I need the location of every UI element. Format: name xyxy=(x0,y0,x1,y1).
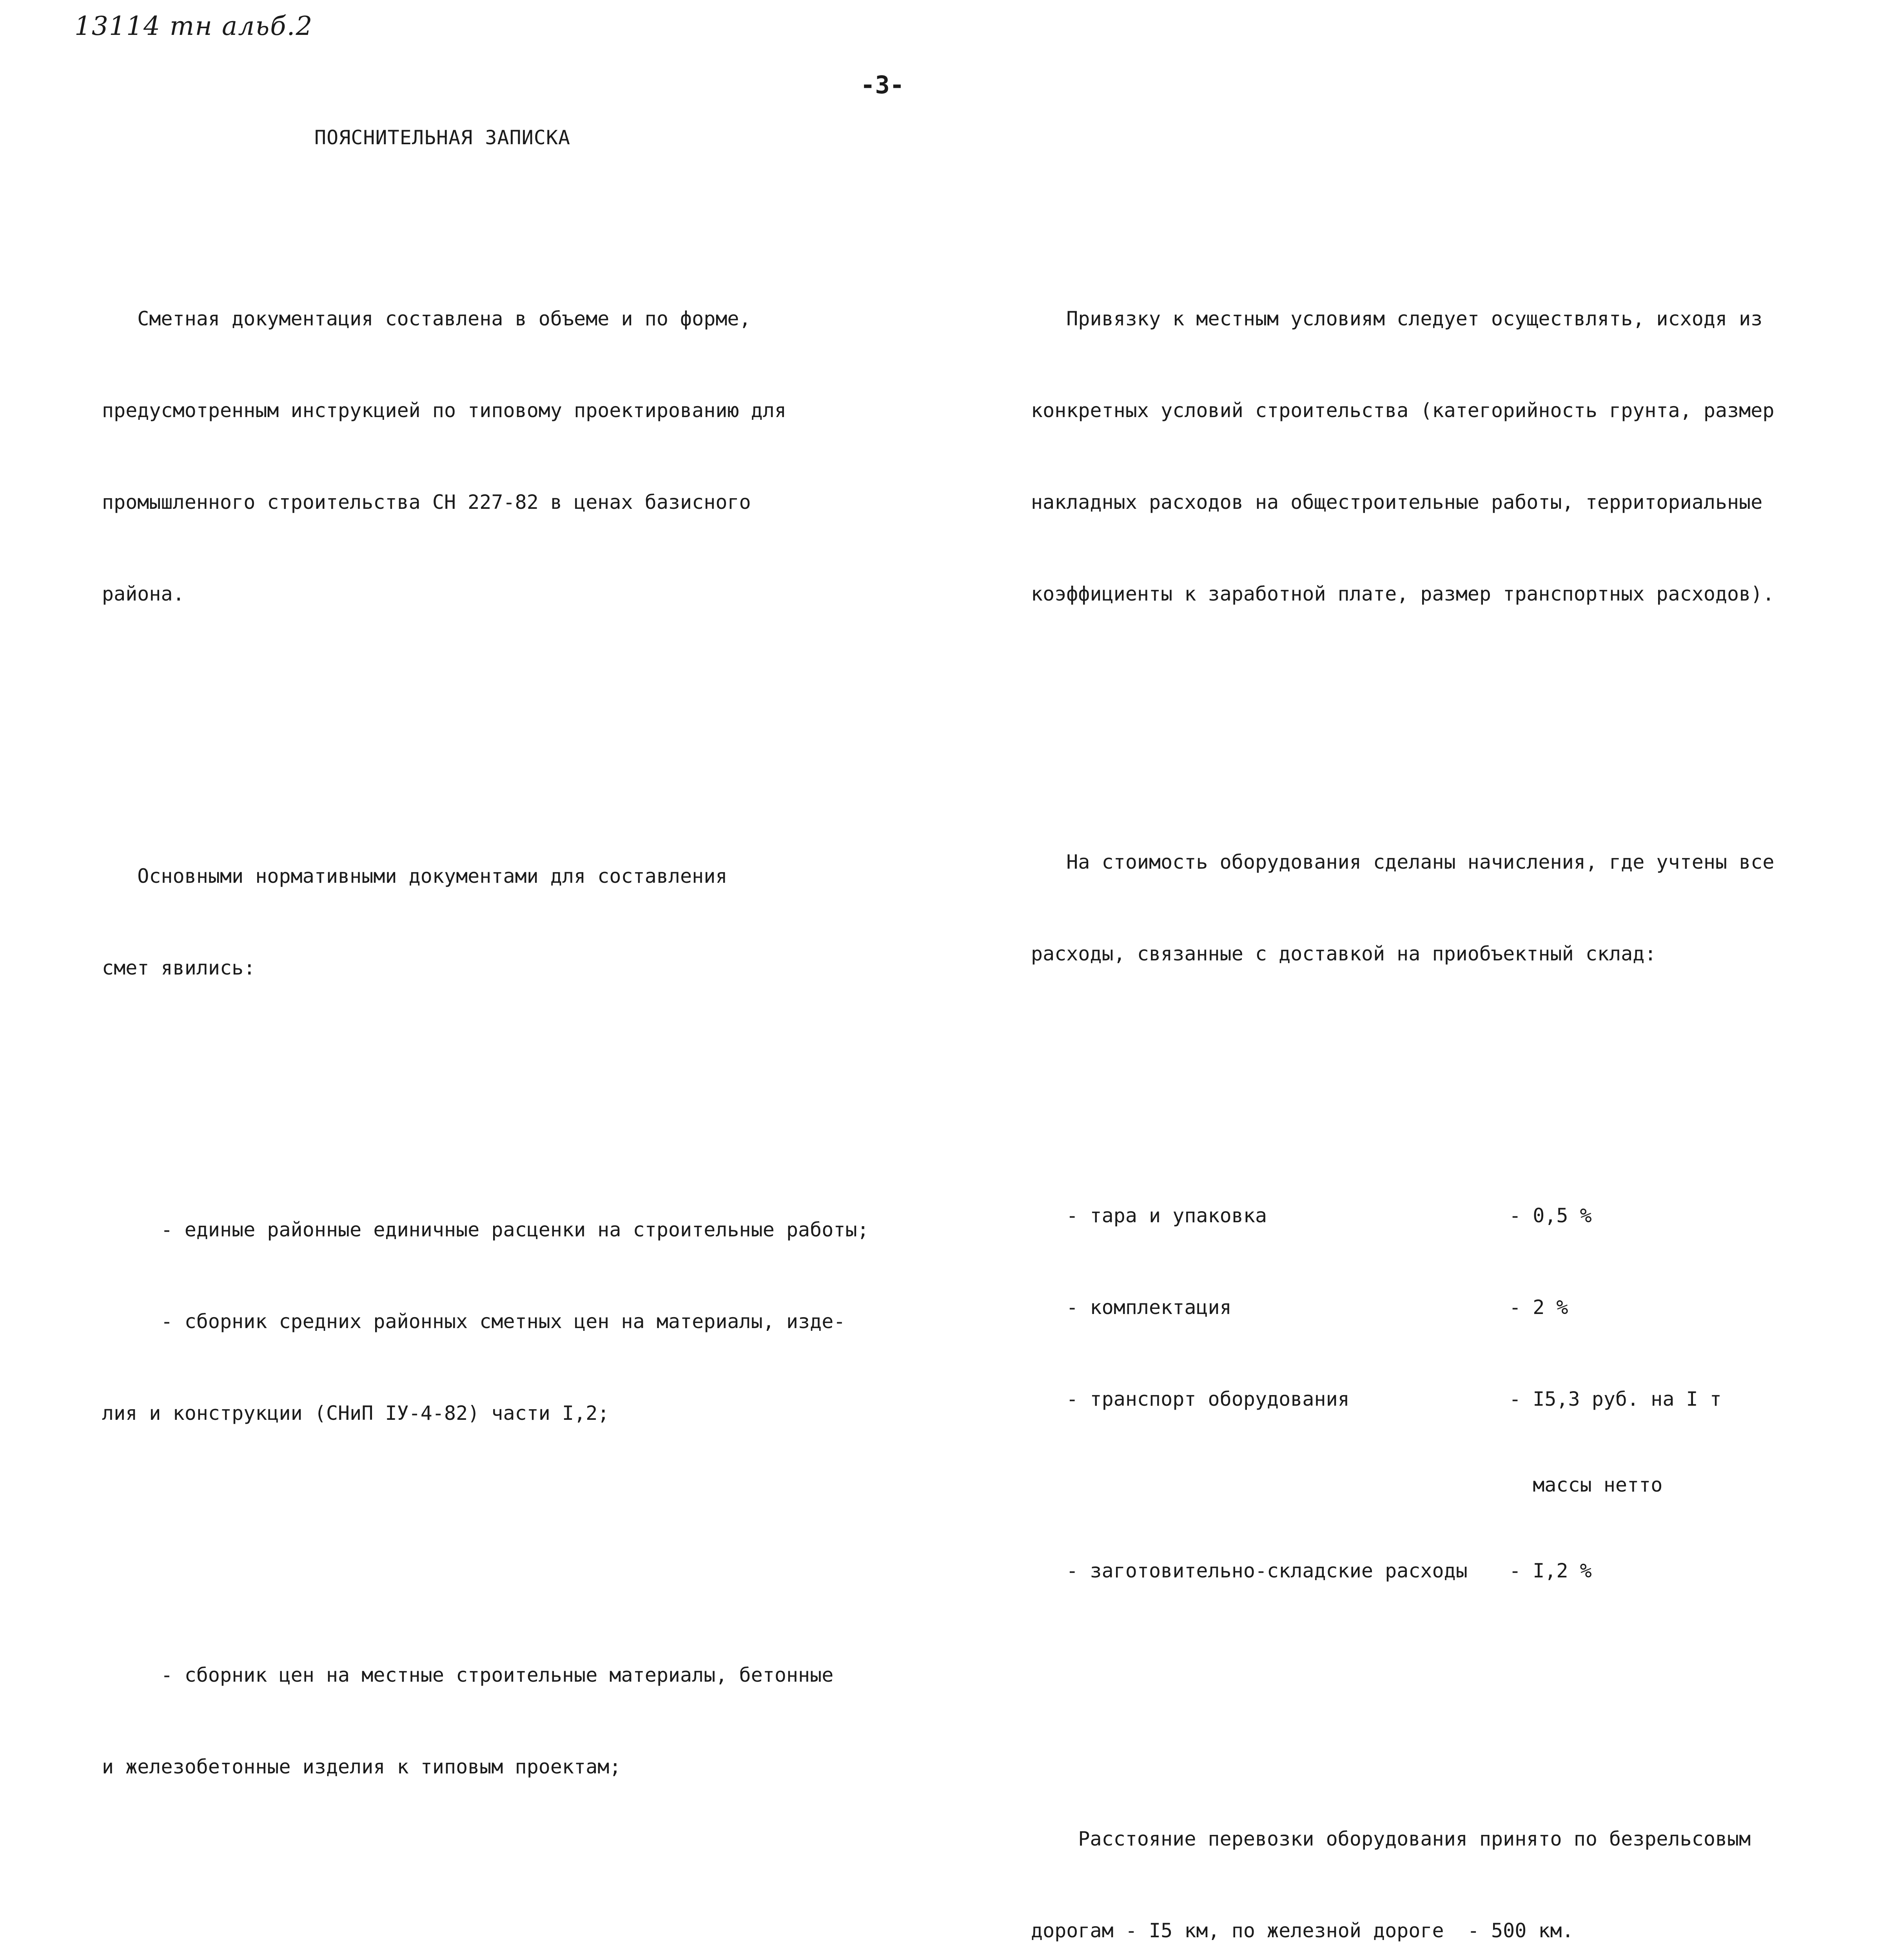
normative-docs-list-b xyxy=(102,1599,869,1843)
distance-paragraph xyxy=(1031,1762,1822,1960)
normative-docs-list-a xyxy=(102,1153,869,1490)
binding-line: конкретных условий строительства (категорийность грунта, размер xyxy=(1031,399,1775,422)
equipment-intro xyxy=(1031,786,1822,1030)
allowance-value: - 2 % xyxy=(1509,1296,1568,1319)
allowance-label: - тара и упаковка xyxy=(1031,1204,1267,1227)
doc-list-line: и железобетонные изделия к типовым проектам; xyxy=(102,1755,621,1778)
right-column xyxy=(1031,181,1822,1960)
distance-line: Расстояние перевозки оборудования принято по безрельсовым xyxy=(1031,1828,1751,1850)
intro-line: промышленного строительства СН 227-82 в ценах базисного xyxy=(102,491,751,514)
allowance-row xyxy=(1031,1555,1822,1586)
doc-list-line: - единые районные единичные расценки на строительные работы; xyxy=(102,1218,869,1241)
allowance-row-continuation xyxy=(1031,1475,1822,1494)
handwritten-code: 13114 тн альб.2 xyxy=(74,11,313,41)
binding-paragraph xyxy=(1031,242,1822,670)
allowance-row xyxy=(1031,1292,1822,1323)
allowance-label: - заготовительно-складские расходы xyxy=(1031,1559,1468,1582)
allowance-row xyxy=(1031,1200,1822,1231)
equipment-intro-line: На стоимость оборудования сделаны начисления, где учтены все xyxy=(1031,851,1775,873)
allowance-value-continuation: массы нетто xyxy=(1509,1474,1663,1496)
equipment-intro-line: расходы, связанные с доставкой на приобъектный склад: xyxy=(1031,942,1657,965)
intro-line: района. xyxy=(102,583,185,605)
allowance-row xyxy=(1031,1384,1822,1414)
doc-list-line: - сборник цен на местные строительные материалы, бетонные xyxy=(102,1664,834,1686)
binding-line: Привязку к местным условиям следует осуществлять, исходя из xyxy=(1031,307,1763,330)
left-column xyxy=(102,181,869,1960)
allowance-label: - комплектация xyxy=(1031,1296,1232,1319)
allowance-value: - 0,5 % xyxy=(1509,1204,1592,1227)
allowances-list xyxy=(1031,1139,1822,1647)
docs-intro-line: смет явились: xyxy=(102,956,256,979)
document-title: ПОЯСНИТЕЛЬНАЯ ЗАПИСКА xyxy=(314,126,571,149)
allowance-value: - I5,3 руб. на I т xyxy=(1509,1388,1722,1410)
doc-list-line: лия и конструкции (СНиП IУ-4-82) части I,2; xyxy=(102,1402,610,1425)
allowance-value: - I,2 % xyxy=(1509,1559,1592,1582)
allowance-spacer xyxy=(1031,1475,1509,1494)
docs-intro-line: Основными нормативными документами для составления xyxy=(102,865,728,887)
distance-line: дорогам - I5 км, по железной дороге - 500 км. xyxy=(1031,1919,1574,1942)
intro-paragraph xyxy=(102,242,869,670)
normative-docs-intro xyxy=(102,800,869,1044)
allowance-label: - транспорт оборудования xyxy=(1031,1388,1350,1410)
page-number: -3- xyxy=(860,71,904,99)
intro-line: предусмотренным инструкцией по типовому проектированию для xyxy=(102,399,786,422)
binding-line: коэффициенты к заработной плате, размер транспортных расходов). xyxy=(1031,583,1775,605)
intro-line: Сметная документация составлена в объеме и по форме, xyxy=(102,307,751,330)
binding-line: накладных расходов на общестроительные работы, территориальные xyxy=(1031,491,1763,514)
doc-list-line: - сборник средних районных сметных цен на материалы, изде- xyxy=(102,1310,846,1333)
